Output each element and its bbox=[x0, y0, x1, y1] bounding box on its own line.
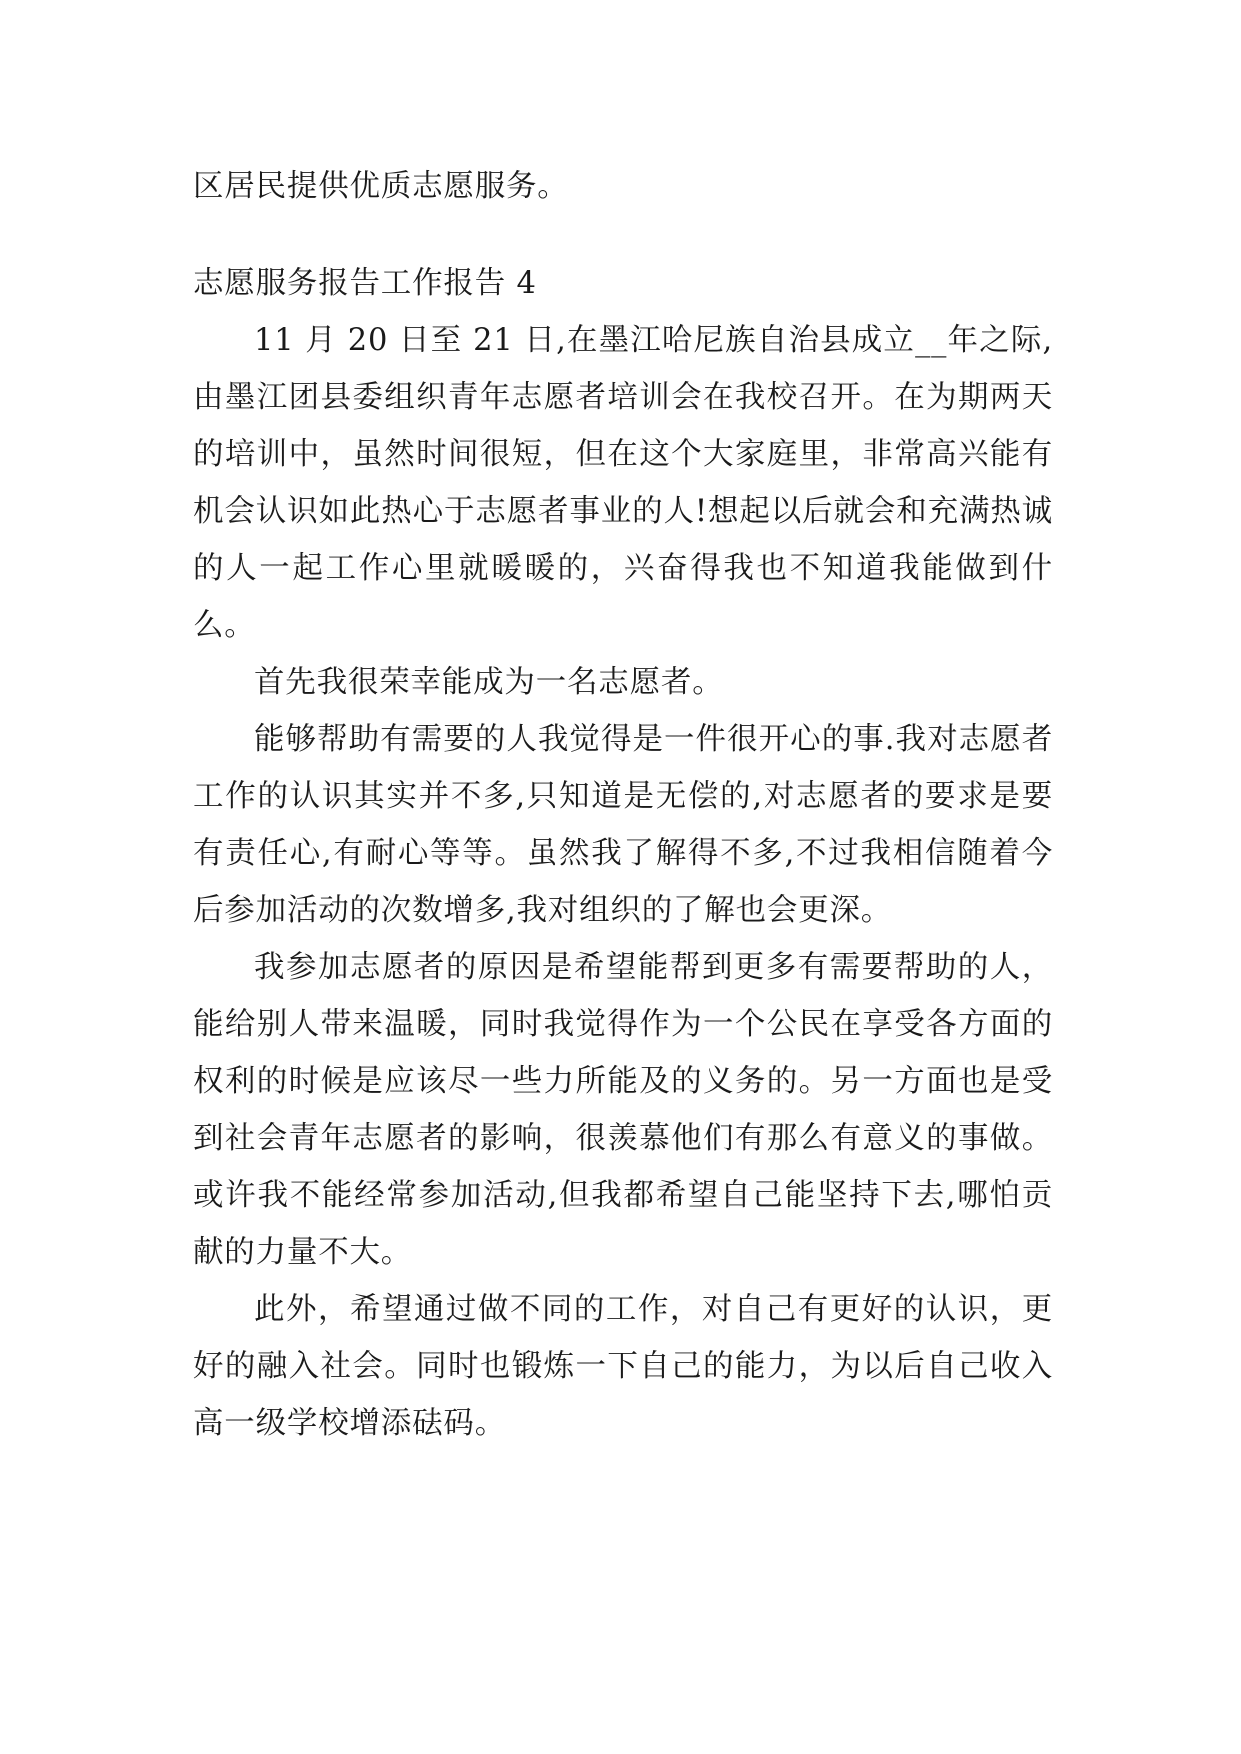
paragraph-understanding: 能够帮助有需要的人我觉得是一件很开心的事.我对志愿者工作的认识其实并不多,只知道是无偿的,对志愿者的要求是要有责任心,有耐心等等。虽然我了解得不多,不过我相信随着今后参加活动的次数增多,我对组织的了解也会更深。 bbox=[193, 722, 1053, 928]
paragraph-goals: 此外，希望通过做不同的工作，对自己有更好的认识，更好的融入社会。同时也锻炼一下自己的能力，为以后自己收入高一级学校增添砝码。 bbox=[193, 1292, 1053, 1441]
paragraph-training-intro: 11 月 20 日至 21 日,在墨江哈尼族自治县成立__年之际,由墨江团县委组织青年志愿者培训会在我校召开。在为期两天的培训中，虽然时间很短，但在这个大家庭里，非常高兴能有机会认识如此热心于志愿者事业的人!想起以后就会和充满热诚的人一起工作心里就暖暖的，兴奋得我也不知道我能做到什么。 bbox=[193, 323, 1053, 643]
paragraph-continuation: 区居民提供优质志愿服务。 bbox=[193, 169, 569, 204]
section-heading: 志愿服务报告工作报告 4 bbox=[193, 266, 537, 301]
paragraph-honor: 首先我很荣幸能成为一名志愿者。 bbox=[254, 665, 724, 700]
document-body bbox=[193, 158, 1053, 1452]
paragraph-reasons: 我参加志愿者的原因是希望能帮到更多有需要帮助的人，能给别人带来温暖，同时我觉得作为一个公民在享受各方面的权利的时候是应该尽一些力所能及的义务的。另一方面也是受到社会青年志愿者的影响，很羡慕他们有那么有意义的事做。或许我不能经常参加活动,但我都希望自己能坚持下去,哪怕贡献的力量不大。 bbox=[193, 950, 1053, 1270]
